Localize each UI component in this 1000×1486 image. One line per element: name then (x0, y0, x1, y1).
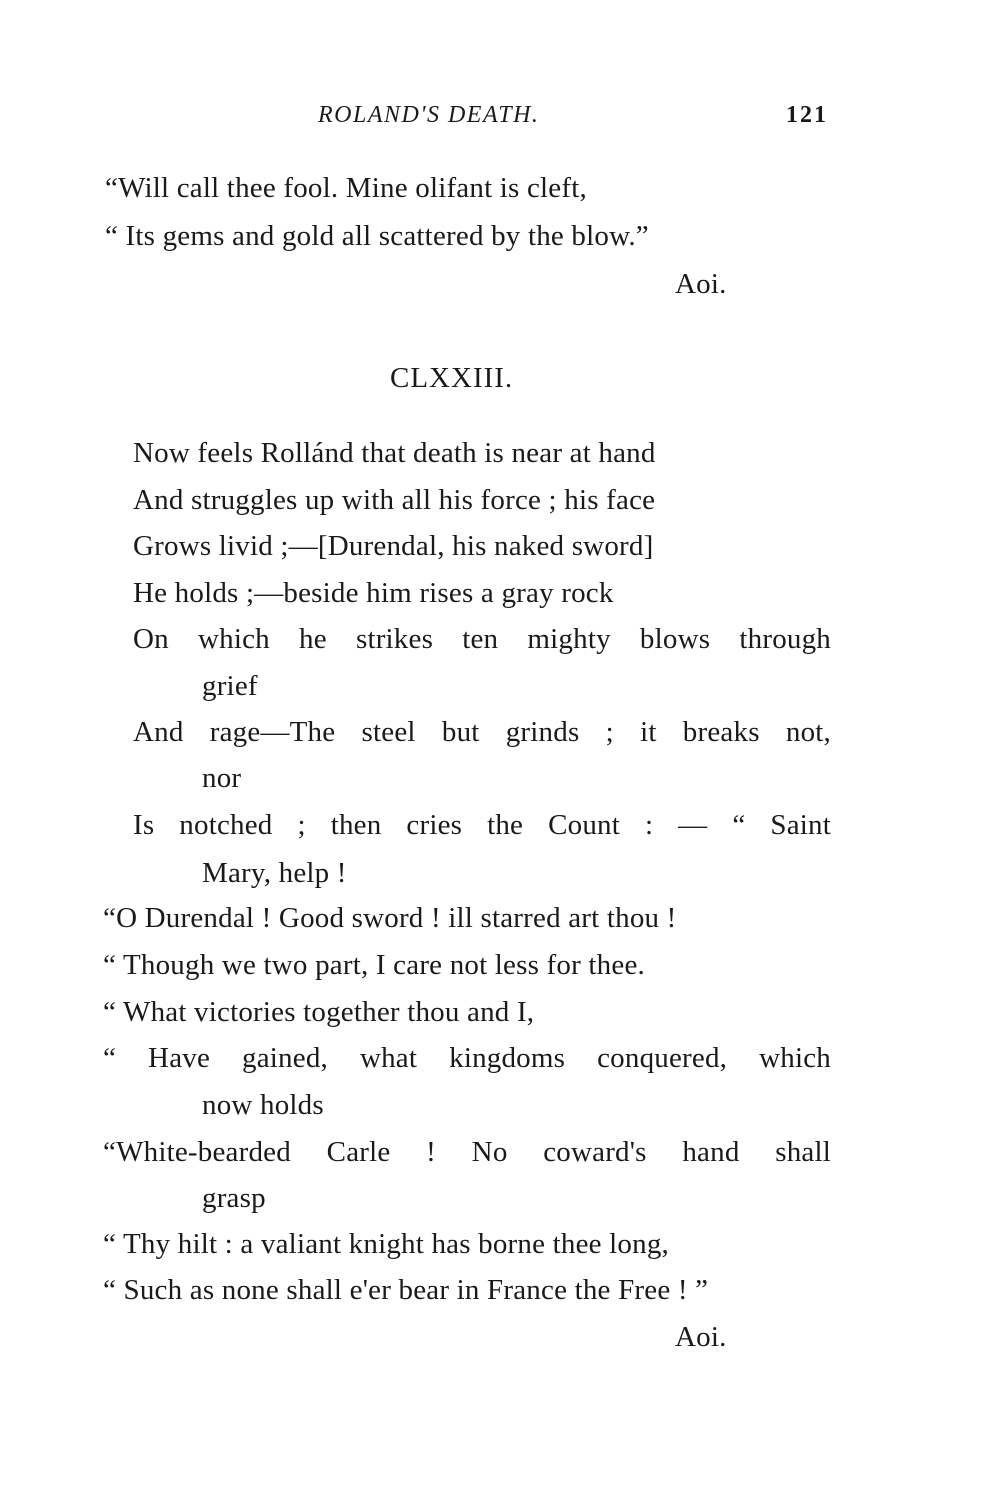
running-title: ROLAND'S DEATH. (318, 102, 540, 128)
verse-line: “ Thy hilt : a valiant knight has borne thee long, (103, 1228, 669, 1260)
verse-line: “ What victories together thou and I, (103, 996, 535, 1028)
refrain-aoi: Aoi. (675, 268, 727, 300)
verse-line: Is notched ; then cries the Count : — “ Saint (133, 809, 831, 841)
verse-line: On which he strikes ten mighty blows through (133, 623, 831, 655)
verse-line: And struggles up with all his force ; his face (133, 484, 656, 516)
verse-line: “O Durendal ! Good sword ! ill starred art thou ! (103, 902, 677, 934)
verse-line: “ Though we two part, I care not less for thee. (103, 949, 645, 981)
verse-line-continuation: nor (202, 762, 242, 794)
verse-line-continuation: now holds (202, 1089, 324, 1121)
verse-line: “White-bearded Carle ! No coward's hand shall (103, 1136, 831, 1168)
refrain-aoi: Aoi. (675, 1321, 727, 1353)
verse-line: “Will call thee fool. Mine olifant is cleft, (105, 172, 587, 204)
verse-line: “ Its gems and gold all scattered by the blow.” (105, 220, 649, 252)
verse-line: Grows livid ;—[Durendal, his naked sword] (133, 530, 654, 562)
stanza-number: CLXXIII. (390, 362, 514, 394)
verse-line: And rage—The steel but grinds ; it breaks not, (133, 716, 831, 748)
verse-line-continuation: Mary, help ! (202, 857, 347, 889)
page-number: 121 (786, 102, 828, 128)
verse-line: “ Have gained, what kingdoms conquered, which (103, 1042, 831, 1074)
verse-line: He holds ;—beside him rises a gray rock (133, 577, 614, 609)
verse-line-continuation: grasp (202, 1182, 266, 1214)
verse-line: “ Such as none shall e'er bear in France the Free ! ” (103, 1274, 709, 1306)
verse-line-continuation: grief (202, 670, 258, 702)
verse-line: Now feels Rollánd that death is near at hand (133, 437, 656, 469)
